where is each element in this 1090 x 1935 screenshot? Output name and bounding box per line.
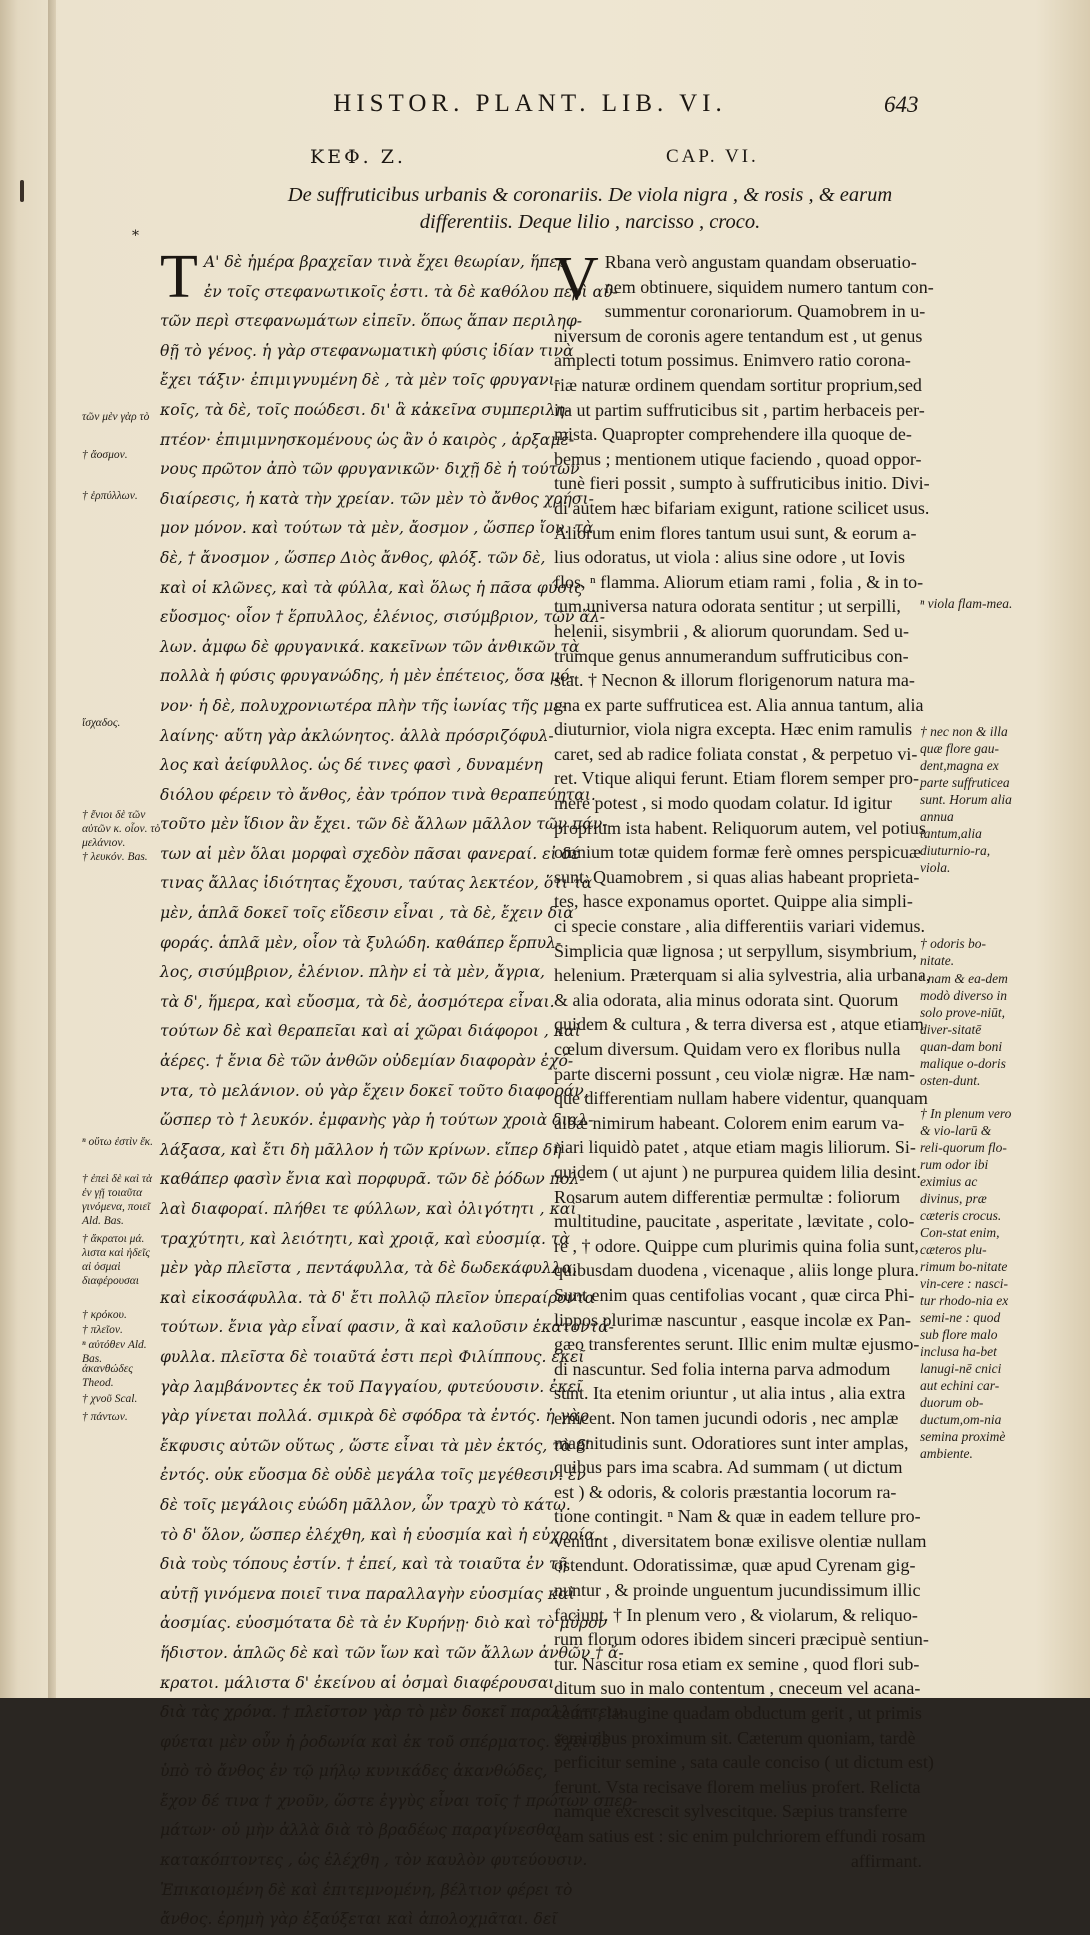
- text-line: niversum de coronis agere tentandum est , ut genus: [554, 325, 923, 346]
- margin-note-right: ⁿ nam & ea-dem modò diverso in solo prove-niūt, diver-sitatē quan-dam boni malique o-doris osten-dunt.: [920, 971, 1008, 1088]
- text-line: μάτων· οὐ μὴν ἀλλὰ διὰ τὸ βραδέως παραγίνεσθαι,: [160, 1821, 568, 1840]
- text-line: διὰ τοὺς τόπους ἐστίν. † ἐπεί, καὶ τὰ τοιαῦτα ἐν τῇ: [160, 1555, 567, 1574]
- text-line: Rbana verò angustam quandam obseruatio-: [604, 252, 917, 272]
- page-number: 643: [884, 92, 919, 117]
- text-line: mista. Quapropter comprehendere illa quoque de-: [554, 424, 912, 445]
- text-line: quibus pars ima scabra. Ad summam ( ut dictum: [554, 1457, 903, 1478]
- margin-note-left: † ἄκρατοι μά. λιστα καὶ ἡδεῖς αἱ ὀσμαὶ διαφέρουσαι: [82, 1233, 150, 1287]
- text-line: λος καὶ ἀείφυλλος. ὡς δέ τινες φασὶ , δυναμένη: [160, 756, 543, 775]
- text-line: μὲν γὰρ πλεῖστα , πεντάφυλλα, τὰ δὲ δωδεκάφυλλα,: [160, 1259, 578, 1278]
- text-line: ὥσπερ τὸ † λευκόν. ἐμφανὴς γὰρ ἡ τούτων χροιὰ διαλ-: [160, 1111, 594, 1130]
- text-line: γὰρ λαμβάνοντες ἐκ τοῦ Παγγαίου, φυτεύουσιν. ἐκεῖ: [160, 1377, 583, 1396]
- margin-note-left: † χνοῦ Scal.: [82, 1393, 138, 1405]
- text-line: λων. ἀμφω δὲ φρυγανικά. κακεῖνων τῶν ἀνθικῶν τὰ: [160, 637, 580, 656]
- text-line: τούτων. ἔνια γὰρ εἶναί φασιν, ἃ καὶ καλοῦσιν ἑκατοντά-: [160, 1318, 614, 1337]
- text-line: ἀοσμίας. εὐοσμότατα δὲ τὰ ἐν Κυρήνῃ· διὸ καὶ τὸ μύρον: [160, 1614, 607, 1633]
- text-line: riari liquidò patet , atque etiam magis liliorum. Si-: [554, 1137, 916, 1158]
- text-line: κοῖς, τὰ δὲ, τοῖς ποώδεσι. δι' ἃ κἀκεῖνα συμπεριλη-: [160, 400, 571, 419]
- text-line: summentur coronariorum. Quamobrem in u-: [604, 301, 926, 322]
- margin-note-left: † ἑρπύλλων.: [82, 490, 138, 502]
- text-line: τῶν περὶ στεφανωμάτων εἰπεῖν. ὅπως ἅπαν περιληφ-: [160, 312, 583, 331]
- text-line: ἐν τοῖς στεφανωτικοῖς ἐστι. τὰ δὲ καθόλου περὶ αὐ-: [203, 282, 618, 301]
- text-line: ἔκφυσις αὐτῶν οὕτως , ὥστε εἶναι τὰ μὲν ἐκτός, τὰ δ': [160, 1436, 591, 1455]
- text-line: tur. Nascitur rosa etiam ex semine , quod flori sub-: [554, 1653, 920, 1674]
- ink-mark: [20, 180, 24, 202]
- margin-note-left: † πλεῖον.: [82, 1324, 123, 1336]
- margin-note-left: † ἄοσμον.: [82, 449, 128, 461]
- asterisk-mark: *: [132, 228, 139, 244]
- margin-note-right: † odoris bo-nitate.: [920, 936, 987, 968]
- text-line: ferunt. Vsta recisave florem melius profert. Relicta: [554, 1776, 921, 1797]
- text-line: φοράς. ἁπλᾶ μὲν, οἷον τὰ ξυλώδη. καθάπερ ἕρπυλ-: [160, 933, 562, 952]
- text-line: μον μόνον. καὶ τούτων τὰ μὲν, ἄοσμον , ὥσπερ ἴον. τὰ: [160, 519, 594, 538]
- text-line: ἔχει τάξιν· ἐπιμιγνυμένη δὲ , τὰ μὲν τοῖς φρυγανι-: [160, 371, 560, 390]
- text-line: caret, sed ab radice foliata constat , & perpetuo vi-: [554, 743, 918, 764]
- text-line: ἥδιστον. ἁπλῶς δὲ καὶ τῶν ἴων καὶ τῶν ἄλλων ἀνθῶν † ἄ-: [160, 1643, 624, 1662]
- greek-text-column: [160, 243, 638, 1935]
- margin-note-left: † κρόκου.: [82, 1309, 127, 1321]
- text-line: πτέον· ἐπιμιμνησκομένους ὡς ἂν ὁ καιρὸς , ἀρξαμέ-: [160, 430, 575, 449]
- text-line: rum florum odores ibidem sinceri præcipuè sentiun-: [554, 1629, 929, 1650]
- text-line: Rosarum autem differentiæ permultæ : foliorum: [554, 1186, 901, 1207]
- text-line: quidem ( ut ajunt ) ne purpurea quidem lilia desint.: [554, 1161, 921, 1182]
- margin-note-left: ⁿ αὐτόθεν Ald. Bas.: [82, 1339, 147, 1365]
- text-line: tes, hasce exponamus oportet. Quippe alia simpli-: [554, 891, 913, 912]
- text-line: sunt. Ita etenim oriuntur , ut alia intus , alia extra: [554, 1383, 906, 1404]
- latin-text-column: [554, 245, 934, 1873]
- text-line: τὸ δ' ὅλον, ὥσπερ ἐλέχθη, καὶ ἡ εὐοσμία καὶ ἡ εὐχροία,: [160, 1525, 600, 1544]
- text-line: helenium. Præterquam si alia sylvestria, alia urbana,: [554, 965, 931, 986]
- text-line: ντα, τὸ μελάνιον. οὐ γὰρ ἔχειν δοκεῖ τοῦτο διαφοράν,: [160, 1081, 589, 1100]
- latin-drop-cap: V: [554, 245, 599, 313]
- page-gutter: [48, 0, 56, 1698]
- text-line: trumque genus annumerandum suffruticibus con-: [554, 645, 909, 666]
- text-line: ita ut partim suffruticibus sit , partim herbaceis per-: [554, 399, 925, 420]
- text-line: νους πρῶτον ἀπὸ τῶν φρυγανικῶν· διχῇ δὲ ἡ τούτων: [160, 460, 580, 479]
- text-line: κατακόπτοντες , ὡς ἐλέχθη , τὸν καυλὸν φυτεύουσιν.: [160, 1851, 588, 1870]
- text-line: est ) & odoris, & coloris præstantia locorum ra-: [554, 1481, 897, 1502]
- text-line: proprium ista habent. Reliquorum autem, vel potius: [554, 817, 926, 838]
- margin-note-right: † nec non & illa quæ flore gau-dent,magna ex parte suffruticea sunt. Horum alia annua tantum,alia diuturnio-ra, viola.: [920, 724, 1012, 875]
- text-line: quidem & cultura , & terra diversa est , atque etiam: [554, 1014, 924, 1035]
- text-line: tione contingit. ⁿ Nam & quæ in eadem tellure pro-: [554, 1506, 921, 1527]
- chapter-heading-latin: CAP. VI.: [666, 146, 759, 167]
- greek-drop-cap: T: [160, 243, 198, 311]
- margin-note-left: ⁿ οὕτω ἐστὶν ἔκ.: [82, 1136, 154, 1148]
- text-line: amplecti totum possimus. Enimvero ratio corona-: [554, 350, 911, 371]
- text-line: re , † odore. Quippe cum plurimis quina folia sunt,: [554, 1235, 919, 1256]
- text-line: φυλλα. πλεῖστα δὲ τοιαῦτά ἐστι περὶ Φιλίππους. ἐκεῖ: [160, 1347, 585, 1366]
- text-line: δὲ, † ἄνοσμον , ὥσπερ Διὸς ἄνθος, φλόξ. τῶν δὲ,: [160, 548, 546, 567]
- text-line: que differentiam nullam habere videntur, quanquam: [554, 1088, 928, 1109]
- text-line: faciunt. † In plenum vero , & violarum, & reliquo-: [554, 1604, 918, 1625]
- text-line: cœlum diversum. Quidam vero ex floribus nulla: [554, 1039, 901, 1059]
- text-line: τούτων δὲ καὶ θεραπεῖαι καὶ αἱ χῶραι διάφοροι , καὶ: [160, 1022, 581, 1041]
- chapter-title: [150, 182, 1030, 236]
- text-line: τοῦτο μὲν ἴδιον ἂν ἔχει. τῶν δὲ ἄλλων μᾶλλον τῶν πάν-: [160, 815, 608, 834]
- text-line: κρατοι. μάλιστα δ' ἐκείνου αἱ ὀσμαὶ διαφέρουσαι: [160, 1673, 555, 1692]
- text-line: καὶ οἱ κλῶνες, καὶ τὰ φύλλα, καὶ ὅλως ἡ πᾶσα φύσις: [160, 578, 583, 597]
- text-line: emicent. Non tamen jucundi odoris , nec amplæ: [554, 1407, 899, 1428]
- text-line: των αἱ μὲν ὅλαι μορφαὶ σχεδὸν πᾶσαι φανεραί. εἰ δέ: [160, 844, 580, 863]
- running-head: HISTOR. PLANT. LIB. VI.: [333, 90, 727, 117]
- text-line: μὲν, ἁπλᾶ δοκεῖ τοῖς εἴδεσιν εἶναι , τὰ δὲ, ἔχειν διὰ: [160, 904, 574, 923]
- text-line: ἔχον δέ τινα † χνοῦν, ὥστε ἐγγὺς εἶναι τοῖς † πρώτων σπερ-: [160, 1791, 638, 1810]
- text-line: νον· ἡ δὲ, πολυχρονιωτέρα πλὴν τῆς ἰωνίας τῆς με-: [160, 696, 567, 715]
- text-line: διὰ τὰς χρόνα. † πλεῖστον γὰρ τὸ μὲν δοκεῖ παραλλάττειν.: [160, 1703, 628, 1722]
- text-line: λάξασα, καὶ ἔτι δὴ μᾶλλον ἡ τῶν κρίνων. εἴπερ δὴ: [160, 1140, 562, 1159]
- margin-note-right: ⁿ viola flam-mea.: [920, 596, 1013, 611]
- text-line: diuturnior, viola nigra excepta. Hæc enim ramulis: [554, 719, 913, 740]
- text-line: καὶ εἰκοσάφυλλα. τὰ δ' ἔτι πολλῷ πλεῖον ὑπεραίροντα: [160, 1288, 596, 1307]
- margin-note-left: † πάντων.: [82, 1411, 128, 1423]
- text-line: τινας ἄλλας ἰδιότητας ἔχουσι, ταύτας λεκτέον, ὅτι τὰ: [160, 874, 593, 893]
- text-line: helenii, sisymbrii , & aliorum quorundam. Sed u-: [554, 620, 909, 641]
- text-line: Sunt enim quas centifolias vocant , quæ circa Phi-: [554, 1284, 915, 1305]
- text-line: namque excrescit sylvescitque. Sæpius transferre: [554, 1801, 908, 1822]
- text-line: stat. † Necnon & illorum florigenorum natura ma-: [554, 670, 915, 691]
- text-line: Simplicia quæ lignosa ; ut serpyllum, sisymbrium,: [554, 940, 917, 961]
- chapter-heading-greek: ΚΕΦ. Ζ.: [310, 146, 406, 168]
- text-line: ceum , lanugine quadam obductum gerit , ut primis: [554, 1703, 922, 1724]
- text-line: eam satius est : sic enim pulchriorem effundi rosam: [554, 1826, 926, 1846]
- text-line: gæo transferentes serunt. Illic enim multæ ejusmo-: [554, 1334, 920, 1355]
- text-line: lippos plurimæ nascuntur , easque incolæ ex Pan-: [554, 1309, 911, 1330]
- text-line: καθάπερ φασὶν ἔνια καὶ πορφυρᾶ. τῶν δὲ ῥόδων πολ-: [160, 1170, 585, 1189]
- margin-note-right: † In plenum vero & vio-larū & reli-quorum flo-rum odor ibi eximius ac divinus, præ cæteris crocus. Con-stat enim, cæteros plu-rimum bo-nitate vin-cere : nasci-tur rhodo-nia ex semi-ne : quod sub flore malo inclusa ha-bet lanugi-nē cnici aut echini car-duorum ob-ductum,om-nia semina proximè ambiente.: [920, 1106, 1012, 1461]
- text-line: λαίνης· αὕτη γὰρ ἀκλώνητος. ἀλλὰ πρόσριζόφυλ-: [160, 726, 554, 745]
- text-line: ret. Vtique aliqui ferunt. Etiam florem semper pro-: [554, 768, 920, 789]
- text-line: lius odoratus, ut viola : alius sine odore , ut Iovis: [554, 547, 905, 568]
- text-line: ci specie constare , alia differentiis variari videmus.: [554, 916, 926, 937]
- text-line: θῇ τὸ γένος. ἡ γὰρ στεφανωματικὴ φύσις ἰδίαν τινὰ: [160, 341, 574, 360]
- margin-note-left: ἴσχαδος.: [82, 717, 121, 729]
- text-line: nem obtinuere, siquidem numero tantum con-: [604, 276, 934, 297]
- text-line: εὔοσμος· οἷον † ἕρπυλλος, ἐλένιος, σισύμβριον, τῶν ἄλ-: [160, 608, 606, 627]
- text-line: magnitudinis sunt. Odoratiores sunt inter amplas,: [554, 1432, 909, 1453]
- text-line: πολλὰ ἡ φύσις φρυγανώδης, ἡ μὲν ἐπέτειος, ὅσα μό-: [160, 667, 575, 686]
- text-line: διαίρεσις, ἡ κατὰ τὴν χρείαν. τῶν μὲν τὸ ἄνθος χρήσι-: [160, 489, 594, 508]
- text-line: ditum suo in malo contentum , cneceum vel acana-: [554, 1678, 921, 1699]
- text-line: φύεται μὲν οὖν ἡ ῥοδωνία καὶ ἐκ τοῦ σπέρματος. ἔχει δὲ: [160, 1732, 610, 1751]
- text-line: di nascuntur. Sed folia interna parva admodum: [554, 1358, 891, 1379]
- text-line: nuntur , & proinde unguentum jucundissimum illic: [554, 1580, 921, 1601]
- text-line: τραχύτητι, καὶ λειότητι, καὶ χροιᾷ, καὶ εὐοσμίᾳ. τὰ: [160, 1229, 571, 1248]
- text-line: seminibus proximum sit. Cæterum quoniam, tardè: [554, 1727, 916, 1748]
- margin-note-left: † ἔνιοι δὲ τῶν αὐτῶν κ. οἷον. τὸ μελάνιον.: [82, 809, 161, 849]
- text-line: veniunt , diversitatem bonæ exilisve olentiæ nullam: [554, 1530, 927, 1551]
- text-line: albæ nimirum habeant. Colorem enim earum va-: [554, 1112, 905, 1133]
- text-line: Aliorum enim flores tantum usui sunt, & eorum a-: [554, 522, 917, 543]
- text-line: bemus ; mentionem utique faciendo , quoad oppor-: [554, 448, 922, 469]
- text-line: τὰ δ', ἥμερα, καὶ εὔοσμα, τὰ δὲ, ἀοσμότερα εἶναι.: [160, 992, 555, 1011]
- text-line: mere potest , si modo quodam colatur. Id igitur: [554, 793, 892, 814]
- text-line: parte discerni possunt , ceu violæ nigræ. Hæ nam-: [554, 1063, 915, 1084]
- text-line: tunè fieri possit , sumpto à suffruticibus initio. Divi-: [554, 473, 930, 494]
- text-line: γὰρ γίνεται πολλά. σμικρὰ δὲ σφόδρα τὰ ἐντός. ἡ γὰρ: [160, 1407, 589, 1426]
- text-line: Ἐπικαιομένη δὲ καὶ ἐπιτεμνομένη, βέλτιον φέρει τὸ: [160, 1880, 573, 1899]
- chapter-title-line-2: differentiis. Deque lilio , narcisso , croco.: [419, 211, 761, 233]
- text-line: ostendunt. Odoratissimæ, quæ apud Cyrenam gig-: [554, 1555, 916, 1576]
- text-line: omnium totæ quidem formæ ferè omnes perspicuæ: [554, 842, 921, 863]
- text-line: quibusdam duodena , vicenaque , aliis longe plura.: [554, 1260, 919, 1281]
- text-line: riæ naturæ ordinem quendam sortitur proprium,sed: [554, 374, 922, 395]
- text-line: di autem hæc bifariam exigunt, ratione scilicet usus.: [554, 497, 930, 518]
- margin-note-left: τῶν μὲν γὰρ τὸ: [82, 411, 150, 423]
- text-line: δὲ τοῖς μεγάλοις εὐώδη μᾶλλον, ὧν τραχὺ τὸ κάτω.: [160, 1495, 571, 1514]
- text-line: διόλου φέρειν τὸ ἄνθος, ἐὰν τρόπον τινὰ θεραπεύηται.: [160, 785, 596, 804]
- text-line: αὐτῇ γινόμενα ποιεῖ τινα παραλλαγὴν εὐοσμίας καὶ: [160, 1584, 575, 1603]
- text-line: multitudine, paucitate , asperitate , lævitate , colo-: [554, 1211, 915, 1232]
- text-line: tum universa natura odorata sentitur ; ut serpilli,: [554, 596, 901, 617]
- chapter-title-line-1: De suffruticibus urbanis & coronariis. De viola nigra , & rosis , & earum: [287, 184, 893, 206]
- margin-note-left: ἀκανθώδες Theod.: [82, 1363, 133, 1389]
- text-line: flos, ⁿ flamma. Aliorum etiam rami , folia , & in to-: [554, 571, 924, 592]
- text-line: & alia odorata, alia minus odorata sint. Quorum: [554, 989, 899, 1010]
- text-line: gna ex parte suffruticea est. Alia annua tantum, alia: [554, 694, 924, 715]
- text-line: ἄνθος. ἐρημὴ γὰρ ἐξαύξεται καὶ ἀπολοχμᾶται. δεῖ: [160, 1910, 558, 1929]
- text-line: Α' δὲ ἡμέρα βραχεῖαν τινὰ ἔχει θεωρίαν, ἥπερ: [203, 253, 567, 271]
- margin-note-left: † ἐπεὶ δὲ καὶ τὰ ἐν γῇ τοιαῦτα γινόμενα, ποιεῖ Ald. Bas.: [82, 1173, 153, 1227]
- text-line: sunt. Quamobrem , si quas alias habeant proprieta-: [554, 866, 920, 887]
- margin-note-left: † λευκόν. Bas.: [82, 851, 148, 863]
- catchword: affirmant.: [850, 1850, 922, 1871]
- text-line: ἐντός. οὐκ εὔοσμα δὲ οὐδὲ μεγάλα τοῖς μεγέθεσιν. ἐν: [160, 1466, 586, 1485]
- text-line: λαὶ διαφοραί. πλήθει τε φύλλων, καὶ ὀλιγότητι , καὶ: [160, 1200, 577, 1218]
- text-line: perficitur semine , sata caule conciso ( ut dictum est): [554, 1752, 934, 1773]
- text-line: ἀέρες. † ἔνια δὲ τῶν ἀνθῶν οὐδεμίαν διαφορὰν ἐχό-: [160, 1052, 574, 1071]
- text-line: ὑπὸ τὸ ἄνθος ἐν τῷ μήλῳ κυνικάδες ἀκανθώδες,: [160, 1762, 548, 1781]
- text-line: λος, σισύμβριον, ἐλένιον. πλὴν εἰ τὰ μὲν, ἄγρια,: [160, 963, 545, 982]
